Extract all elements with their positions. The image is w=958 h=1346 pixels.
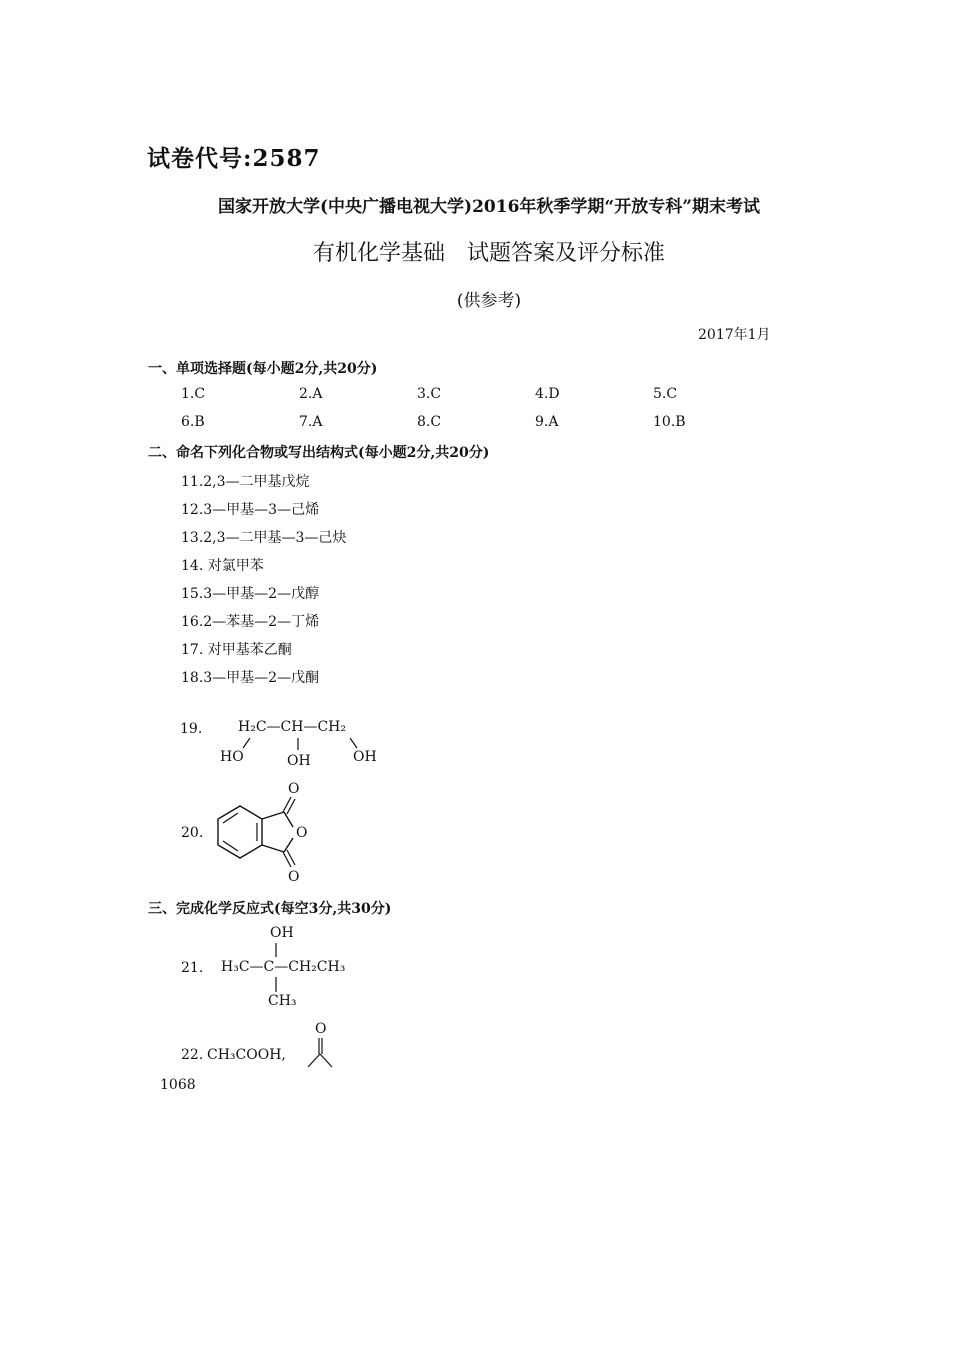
page-number: 1068: [160, 1077, 196, 1093]
answer-1: 1.C: [181, 386, 206, 402]
q20-o-bottom: O: [288, 869, 300, 885]
item-18: 18.3—甲基—2—戊酮: [181, 670, 320, 686]
item-11: 11.2,3—二甲基戊烷: [181, 474, 310, 490]
reference-note: (供参考): [456, 291, 522, 311]
q20-number: 20.: [181, 825, 204, 841]
q21-chain: H₃C—C—CH₂CH₃: [221, 959, 346, 975]
item-13: 13.2,3—二甲基—3—己炔: [181, 530, 347, 546]
answer-6: 6.B: [181, 414, 205, 430]
q19-chain: H₂C—CH—CH₂: [238, 719, 346, 735]
q19-oh-middle: OH: [287, 753, 311, 769]
paper-code: 试卷代号:2587: [147, 145, 321, 172]
subject-title: 有机化学基础 试题答案及评分标准: [312, 241, 665, 266]
answer-8: 8.C: [417, 414, 442, 430]
item-17: 17. 对甲基苯乙酮: [181, 642, 292, 658]
section2-heading: 二、命名下列化合物或写出结构式(每小题2分,共20分): [148, 445, 490, 461]
q22-ketone-o: O: [315, 1021, 327, 1037]
q19-oh-left: HO: [220, 749, 244, 765]
item-15: 15.3—甲基—2—戊醇: [181, 586, 320, 602]
q21-bottom-group: CH₃: [268, 993, 297, 1009]
answer-4: 4.D: [535, 386, 560, 402]
answer-3: 3.C: [417, 386, 442, 402]
q21-number: 21.: [181, 960, 204, 976]
q22-number: 22.: [181, 1047, 204, 1063]
answer-5: 5.C: [653, 386, 678, 402]
q19-number: 19.: [180, 721, 203, 737]
q21-top-group: OH: [270, 925, 294, 941]
section3-heading: 三、完成化学反应式(每空3分,共30分): [148, 901, 392, 917]
exam-date: 2017年1月: [698, 327, 771, 343]
exam-title: 国家开放大学(中央广播电视大学)2016年秋季学期“开放专科”期末考试: [218, 197, 760, 217]
section1-heading: 一、单项选择题(每小题2分,共20分): [148, 361, 378, 377]
q20-o-ring: O: [296, 825, 308, 841]
item-12: 12.3—甲基—3—己烯: [181, 502, 320, 518]
q22-product: CH₃COOH,: [207, 1047, 286, 1063]
q19-oh-right: OH: [353, 749, 377, 765]
answer-2: 2.A: [299, 386, 323, 402]
item-14: 14. 对氯甲苯: [181, 558, 264, 574]
answer-10: 10.B: [653, 414, 686, 430]
answer-9: 9.A: [535, 414, 559, 430]
item-16: 16.2—苯基—2—丁烯: [181, 614, 320, 630]
answer-7: 7.A: [299, 414, 323, 430]
q20-o-top: O: [288, 781, 300, 797]
